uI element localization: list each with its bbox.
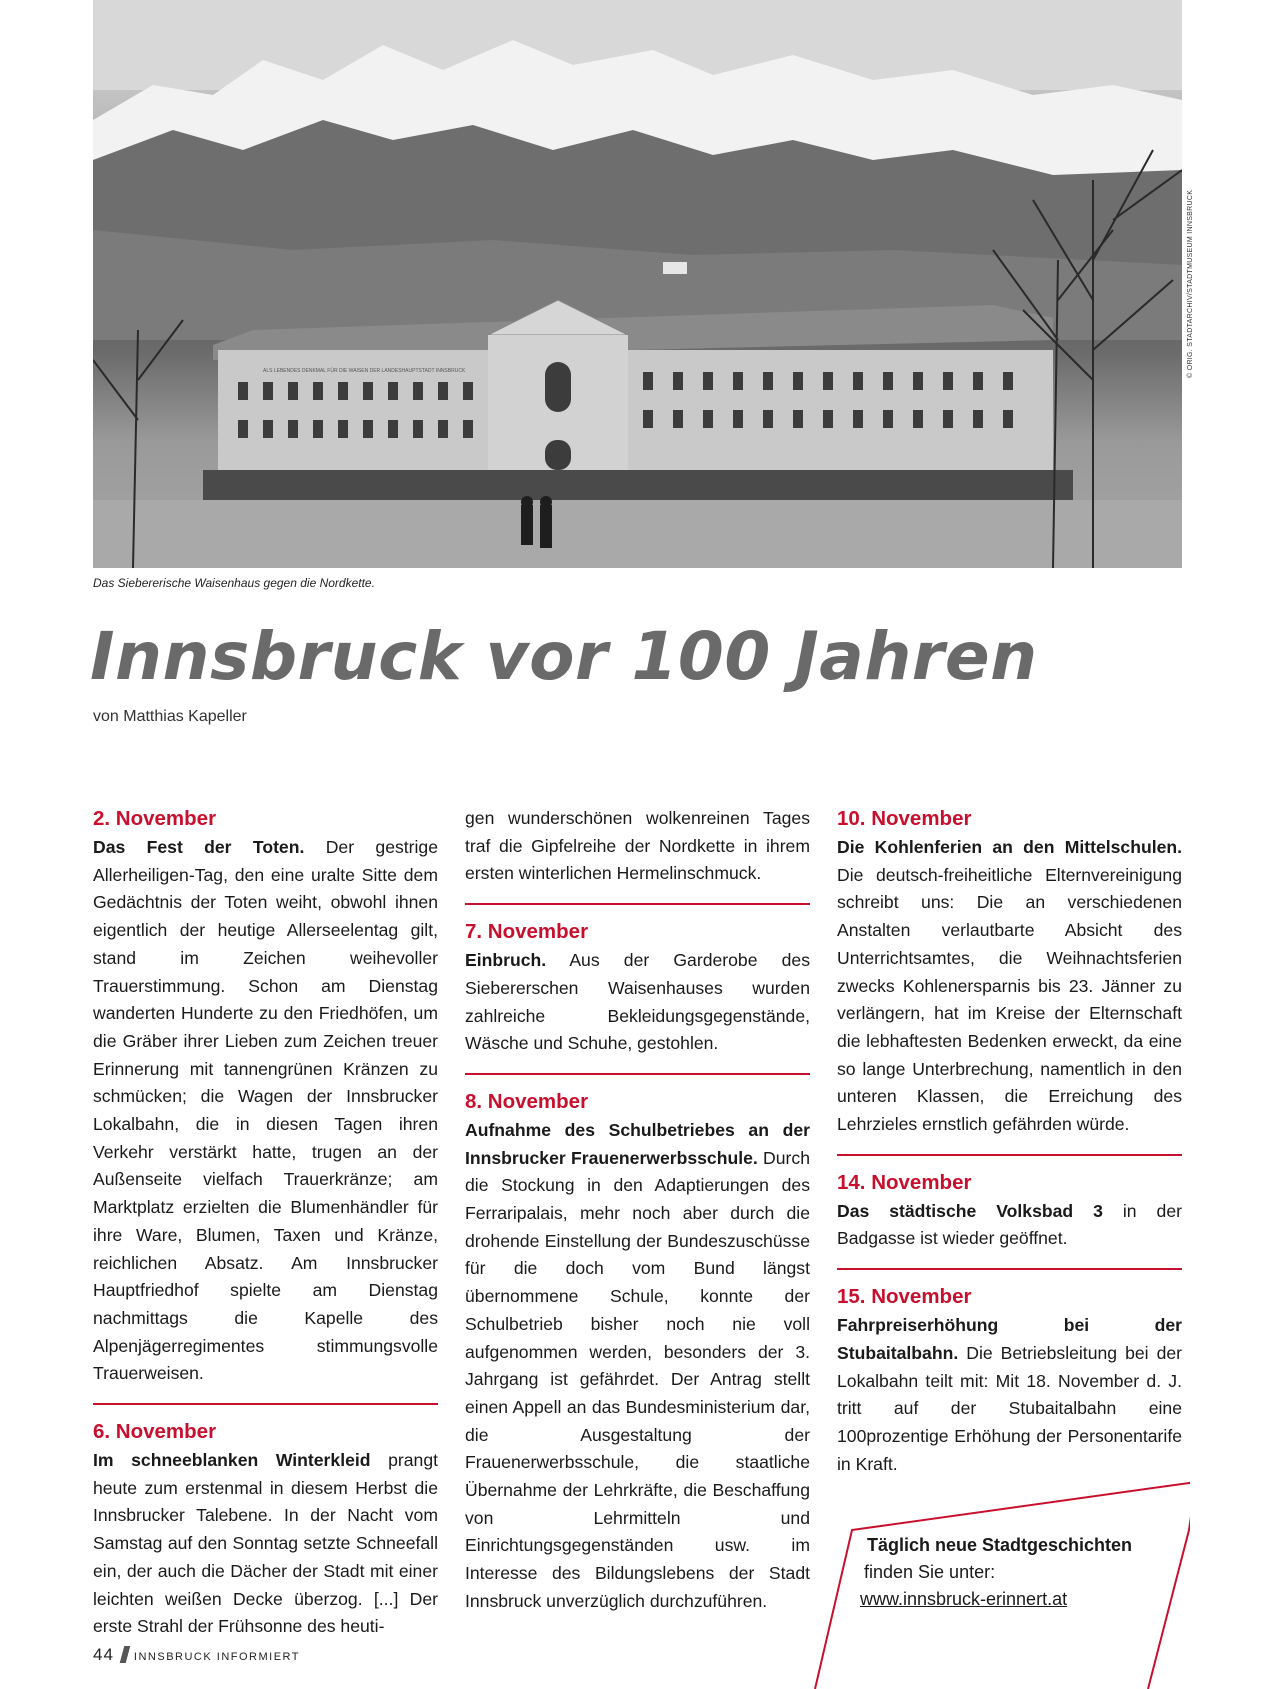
- entry-lead: Das Fest der Toten.: [93, 837, 305, 857]
- teaser-link[interactable]: www.innsbruck-erinnert.at: [860, 1589, 1068, 1609]
- facade-inscription: ALS LEBENDES DENKMAL FÜR DIE WAISEN DER LANDESHAUPTSTADT INNSBRUCK: [263, 368, 466, 374]
- entry-text: Durch die Stockung in den Adaptierungen des Ferraripalais, mehr noch aber durch die drohende Einstellung der Bundeszuschüsse für die doch vom Bund längst übernommene Schule, konnte der Schulbetrieb bisher noch nie voll aufgenommen werden, besonders der 3. Jahrgang ist gefährdet. Der Antrag stellt einen Appell an das Bundesministerium dar, die Ausgestaltung der Frauenerwerbsschule, die staatliche Übernahme der Lehrkräfte, die Beschaffung von Lehrmitteln und Einrichtungsgegenständen usw. im Interesse des Bildungslebens der Stadt Innsbruck unverzüglich durchzuführen.: [465, 1147, 810, 1611]
- photo-credit: © ORIG. STADTARCHIV/STADTMUSEUM INNSBRUCK: [1187, 189, 1194, 378]
- entry-body: [465, 1117, 810, 1616]
- column-3: [837, 805, 1182, 1478]
- divider: [93, 1403, 438, 1405]
- page-footer: [93, 1645, 300, 1665]
- photo-caption: Das Siebererische Waisenhaus gegen die Nordkette.: [93, 576, 375, 590]
- entry-lead: Aufnahme des Schulbetriebes an der Innsbrucker Frauenerwerbsschule.: [465, 1119, 810, 1168]
- entry-text: Der gestrige Allerheiligen-Tag, den eine uralte Sitte dem Gedächtnis der Toten weiht, obwohl ihnen eigentlich der heutige Allerseelentag gilt, stand im Zeichen weihevoller Trauerstimmung. Schon am Dienstag wanderten Hunderte zu den Friedhöfen, um die Gräber ihrer Lieben zum Zeichen treuer Erinnerung mit tannengrünen Kränzen zu schmücken; die Wagen der Innsbrucker Lokalbahn, die in diesen Tagen ihren Verkehr verstärkt hatte, trugen an der Außenseite vielfach Trauerkränze; am Marktplatz erzielten die Blumenhändler für ihre Ware, Blumen, Taxen und Kränze, reichlichen Absatz. Am Innsbrucker Hauptfriedhof spielte am Dienstag nachmittags die Kapelle des Alpenjägerregimentes stimmungsvolle Trauerweisen.: [93, 837, 439, 1384]
- orphanage-illustration: [93, 0, 1182, 568]
- entry-text: Die Betriebsleitung bei der Lokalbahn teilt mit: Mit 18. November d. J. tritt auf der Stubaitalbahn eine 100prozentige Erhöhung der Personentarife in Kraft.: [837, 1342, 1182, 1474]
- entry-date: 6. November: [93, 1420, 217, 1444]
- entry-date: 10. November: [837, 807, 972, 830]
- entry-continuation: gen wunderschönen wolkenreinen Tages traf die Gipfelreihe der Nordkette in ihrem ersten winterlichen Hermelinschmuck.: [465, 808, 810, 884]
- entry-text: in der Badgasse ist wieder geöffnet.: [837, 1200, 1182, 1249]
- entry-body: [465, 947, 810, 1058]
- divider: [465, 1073, 810, 1075]
- entry-body: [93, 1447, 438, 1641]
- entry-date: 8. November: [465, 1089, 589, 1113]
- teaser-headline: Täglich neue Stadtgeschichten: [867, 1535, 1133, 1555]
- entry-text: Aus der Garderobe des Siebererschen Waisenhauses wurden zahlreiche Bekleidungsgegenstände, Wäsche und Schuhe, gestohlen.: [465, 950, 810, 1054]
- entry-lead: Einbruch.: [465, 950, 547, 971]
- entry-lead: Die Kohlenferien an den Mittelschulen.: [837, 837, 1182, 857]
- entry-body: [837, 834, 1182, 1139]
- entry-text: prangt heute zum erstenmal in diesem Herbst die Innsbrucker Talebene. In der Nacht vom Samstag auf den Sonntag setzte Schneefall ein, der auch die Dächer der Stadt mit einer leichten weißen Decke überzog. [...] Der erste Strahl der Frühsonne des heuti-: [93, 1450, 438, 1637]
- entry-date: 15. November: [837, 1285, 972, 1309]
- entry-body: [837, 1312, 1182, 1478]
- publication-name: INNSBRUCK INFORMIERT: [133, 1651, 301, 1663]
- entry-date: 7. November: [465, 920, 589, 944]
- article-title: Innsbruck vor 100 Jahren: [90, 618, 1038, 695]
- teaser-box: [862, 1532, 1132, 1613]
- divider: [465, 903, 810, 905]
- slash-icon: [120, 1646, 131, 1663]
- entry-lead: Das städtische Volksbad 3: [837, 1200, 1103, 1221]
- byline: von Matthias Kapeller: [93, 708, 247, 725]
- archive-photo: [93, 0, 1182, 568]
- column-1: [93, 805, 438, 1641]
- entry-lead: Im schneeblanken Winterkleid: [93, 1450, 371, 1471]
- entry-body: [837, 1198, 1182, 1253]
- divider: [837, 1154, 1182, 1156]
- entry-body: [93, 834, 438, 1388]
- teaser-text: finden Sie unter:: [864, 1562, 996, 1582]
- entry-text: Die deutsch-freiheitliche Elternvereinigung schreibt uns: Die an verschiedenen Anstalten verlautbarte Absicht des Unterrichtsamtes, die Weihnachtsferien zwecks Kohlenersparnis bis 23. Jänner zu verlängern, hat im Kreise der Elternschaft die lebhaftesten Bedenken erweckt, da eine so lange Unterbrechung, namentlich in den unteren Klassen, die Erreichung des Lehrzieles ernstlich gefährden würde.: [837, 864, 1182, 1135]
- column-2: [465, 805, 810, 1616]
- page-number: 44: [93, 1645, 114, 1664]
- entry-lead: Fahrpreiserhöhung bei der Stubaitalbahn.: [837, 1315, 1182, 1363]
- divider: [837, 1268, 1182, 1270]
- entry-date: 14. November: [837, 1170, 972, 1194]
- entry-date: 2. November: [93, 807, 217, 830]
